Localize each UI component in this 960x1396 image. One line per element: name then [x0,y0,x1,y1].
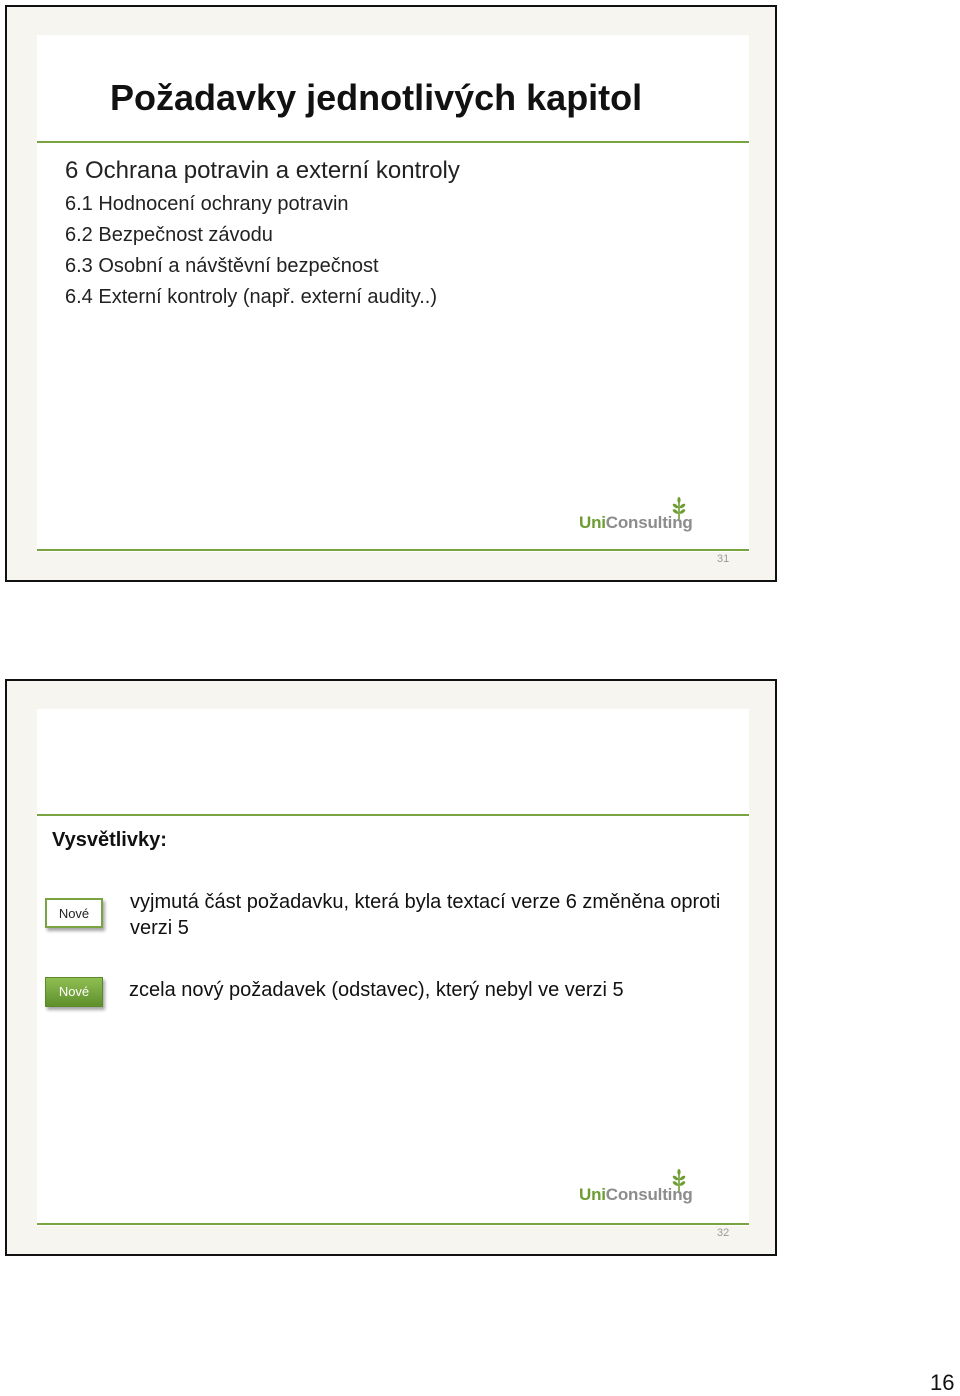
slide-title: Požadavky jednotlivých kapitol [110,77,643,118]
title-divider [37,141,749,143]
uniconsulting-logo [579,1169,699,1207]
badge-new: Nové [45,977,103,1007]
chapter-item: 6.2 Bezpečnost závodu [65,224,273,246]
logo-wordmark: UniConsulting [579,1185,693,1204]
slide-page-number: 31 [717,553,730,565]
footer-divider [37,1223,749,1225]
legend-text-modified: vyjmutá část požadavku, která byla textací verze 6 změněna oproti verzi 5 [130,891,721,939]
chapter-item: 6.3 Osobní a návštěvní bezpečnost [65,255,379,277]
chapter-item: 6 Ochrana potravin a externí kontroly [65,157,460,184]
chapter-item: 6.4 Externí kontroly (např. externí audity..) [65,286,438,308]
badge-modified: Nové [45,898,103,928]
legend-text-new: zcela nový požadavek (odstavec), který nebyl ve verzi 5 [129,979,624,1001]
slide-31 [5,5,777,582]
legend-heading: Vysvětlivky: [52,829,167,851]
footer-divider [37,549,749,551]
title-divider [37,814,749,816]
chapter-item: 6.1 Hodnocení ochrany potravin [65,193,349,215]
uniconsulting-logo [579,497,699,535]
document-page-number: 16 [930,1370,955,1395]
slide-content-area [37,709,749,1226]
logo-wordmark: UniConsulting [579,513,693,532]
slide-32 [5,679,777,1256]
chapter-list [65,153,460,313]
slide-page-number: 32 [717,1227,730,1239]
